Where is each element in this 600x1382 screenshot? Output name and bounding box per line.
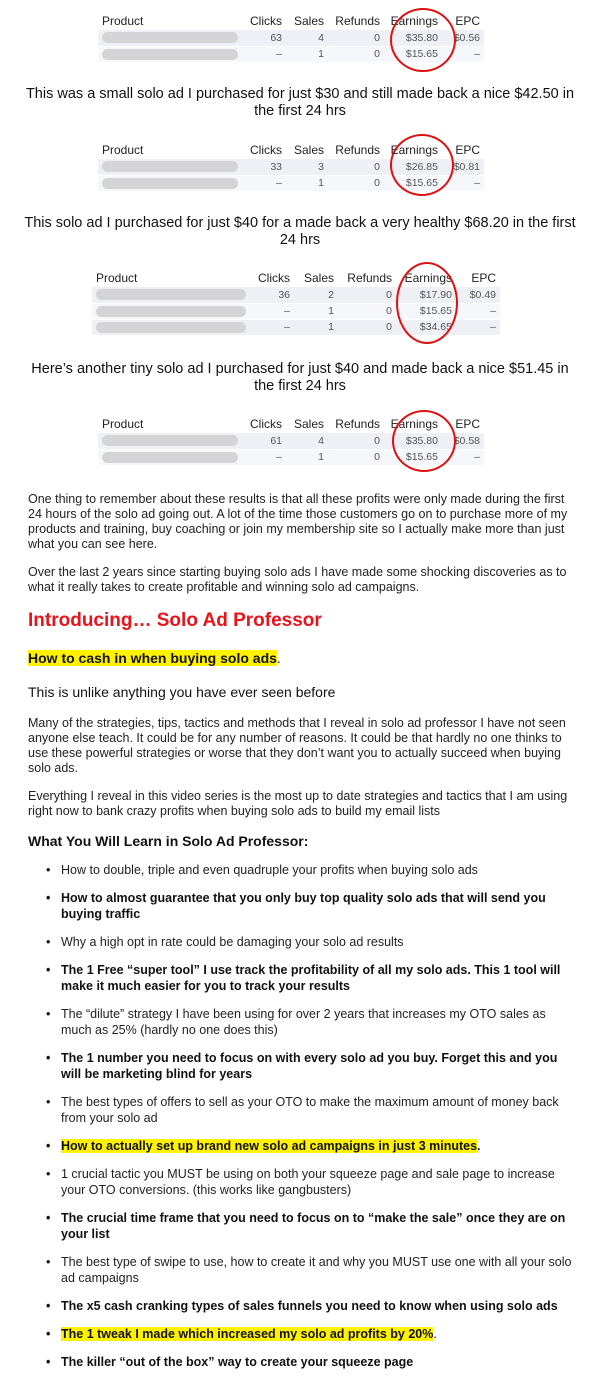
cell-clicks: 33 [242,159,286,175]
header-clicks: Clicks [250,417,282,431]
tagline-period: . [276,650,281,666]
cell-sales: 1 [286,175,328,191]
header-earnings: Earnings [404,271,452,285]
header-refunds: Refunds [335,143,380,157]
table-row [92,287,500,303]
list-item: • The “dilute” strategy I have been using for over 2 years that increases my OTO sales as much as 25% (hardly no one does this) [46,1006,576,1038]
cell-earnings: $17.90 [396,287,456,303]
list-item: • Why a high opt in rate could be damaging your solo ad results [46,934,576,950]
blurred-product-name [96,322,246,333]
cell-sales: 4 [286,30,328,46]
table-row [98,159,484,175]
cell-sales: 1 [286,46,328,62]
header-epc: EPC [455,143,480,157]
list-item: • The best types of offers to sell as your OTO to make the maximum amount of money back from your solo ad [46,1094,576,1126]
cell-earnings: $15.65 [384,175,442,191]
blurred-product-name [96,306,246,317]
list-item: • The crucial time frame that you need to focus on to “make the sale” once they are on your list [46,1210,576,1242]
cell-epc: – [442,46,484,62]
tagline [28,650,281,666]
header-product: Product [96,271,138,285]
header-earnings: Earnings [390,14,438,28]
cell-refunds: 0 [328,30,384,46]
cell-refunds: 0 [328,175,384,191]
cell-clicks: 36 [250,287,294,303]
header-earnings: Earnings [390,417,438,431]
cell-earnings: $35.80 [384,30,442,46]
cell-earnings: $15.65 [396,303,456,319]
bullet-period: . [477,1139,481,1153]
blurred-product-name [102,435,238,446]
header-refunds: Refunds [335,417,380,431]
blurred-product-name [102,32,238,43]
table-row [98,46,484,62]
list-item: • How to almost guarantee that you only buy top quality solo ads that will send you buying traffic [46,890,576,922]
header-refunds: Refunds [347,271,392,285]
cell-epc: $0.56 [442,30,484,46]
cell-refunds: 0 [328,46,384,62]
header-sales: Sales [293,143,324,157]
list-item [46,1138,576,1154]
cell-refunds: 0 [338,287,396,303]
learn-heading: What You Will Learn in Solo Ad Professor: [28,833,309,849]
cell-clicks: 61 [242,433,286,449]
unlike-heading: This is unlike anything you have ever seen before [28,684,336,700]
paragraph-everything: Everything I reveal in this video series is the most up to date strategies and tactics that I am using right now to bank crazy profits when buying solo ads to build my email lists [28,789,568,818]
header-clicks: Clicks [250,143,282,157]
cell-clicks: – [242,449,286,465]
table-row [92,303,500,319]
cell-sales: 2 [294,287,338,303]
blurred-product-name [96,289,246,300]
cell-clicks: – [242,175,286,191]
table-row [98,433,484,449]
list-item: • The 1 Free “super tool” I use track the profitability of all my solo ads. This 1 tool will make it much easier for you to track your results [46,962,576,994]
header-sales: Sales [293,417,324,431]
cell-epc: $0.81 [442,159,484,175]
cell-refunds: 0 [328,159,384,175]
header-product: Product [102,417,144,431]
cell-clicks: – [250,303,294,319]
header-refunds: Refunds [335,14,380,28]
paragraph-many: Many of the strategies, tips, tactics and methods that I reveal in solo ad professor I have not seen anyone else teach. It could be for any number of reasons. It could be that hardly no one thinks to use these powerful strategies or worse that they don’t want you to actually succeed when buying solo ads. [28,716,566,775]
cell-clicks: – [250,319,294,335]
blurred-product-name [102,452,238,463]
list-item: • The best type of swipe to use, how to create it and why you MUST use one with all your solo ad campaigns [46,1254,576,1286]
cell-sales: 1 [294,303,338,319]
cell-sales: 4 [286,433,328,449]
header-clicks: Clicks [250,14,282,28]
table-row [98,449,484,465]
caption-3: Here’s another tiny solo ad I purchased for just $40 and made back a nice $51.45 in the first 24 hrs [31,361,569,394]
header-earnings: Earnings [390,143,438,157]
stats-table-3 [92,271,500,336]
list-item: • How to double, triple and even quadruple your profits when buying solo ads [46,862,576,878]
stats-table-4 [98,417,484,466]
cell-epc: – [456,319,500,335]
table-row [92,319,500,335]
caption-1: This was a small solo ad I purchased for just $30 and still made back a nice $42.50 in the first 24 hrs [25,86,575,119]
cell-refunds: 0 [328,449,384,465]
cell-refunds: 0 [338,319,396,335]
cell-earnings: $26.85 [384,159,442,175]
cell-earnings: $34.65 [396,319,456,335]
list-item: • The killer “out of the box” way to create your squeeze page [46,1354,576,1370]
cell-sales: 1 [294,319,338,335]
cell-refunds: 0 [328,433,384,449]
table-row [98,175,484,191]
blurred-product-name [102,161,238,172]
list-item: • 1 crucial tactic you MUST be using on both your squeeze page and sale page to increase your OTO conversions. (this works like gangbusters) [46,1166,576,1198]
header-sales: Sales [293,14,324,28]
header-epc: EPC [471,271,496,285]
cell-earnings: $35.80 [384,433,442,449]
stats-table-1 [98,14,484,63]
bullet-period: . [433,1327,437,1341]
cell-earnings: $15.65 [384,449,442,465]
cell-epc: $0.58 [442,433,484,449]
highlighted-text: The 1 tweak I made which increased my solo ad profits by 20% [61,1327,434,1341]
header-product: Product [102,14,144,28]
cell-sales: 1 [286,449,328,465]
header-epc: EPC [455,417,480,431]
paragraph-over: Over the last 2 years since starting buying solo ads I have made some shocking discoveries as to what it really takes to create profitable and winning solo ad campaigns. [28,565,567,594]
cell-refunds: 0 [338,303,396,319]
header-product: Product [102,143,144,157]
cell-epc: – [456,303,500,319]
list-item: • The 1 number you need to focus on with every solo ad you buy. Forget this and you will be marketing blind for years [46,1050,576,1082]
header-clicks: Clicks [258,271,290,285]
list-item [46,1326,576,1342]
list-item: • The x5 cash cranking types of sales funnels you need to know when using solo ads [46,1298,576,1314]
cell-epc: $0.49 [456,287,500,303]
learn-list [46,862,576,1382]
cell-earnings: $15.65 [384,46,442,62]
blurred-product-name [102,178,238,189]
cell-clicks: – [242,46,286,62]
header-sales: Sales [303,271,334,285]
cell-epc: – [442,449,484,465]
highlighted-text: How to actually set up brand new solo ad campaigns in just 3 minutes [61,1139,478,1153]
intro-heading: Introducing… Solo Ad Professor [28,610,322,631]
blurred-product-name [102,49,238,60]
paragraph-remember: One thing to remember about these results is that all these profits were only made during the first 24 hours of the solo ad going out. A lot of the time those customers go on to purchase more of my products and training, buy coaching or join my membership site so I actually make more than just what you can see here. [28,492,568,551]
header-epc: EPC [455,14,480,28]
cell-clicks: 63 [242,30,286,46]
cell-epc: – [442,175,484,191]
caption-2: This solo ad I purchased for just $40 for a made back a very healthy $68.20 in the first 24 hrs [24,215,576,248]
cell-sales: 3 [286,159,328,175]
table-row [98,30,484,46]
tagline-highlight: How to cash in when buying solo ads [28,650,277,666]
stats-table-2 [98,143,484,192]
